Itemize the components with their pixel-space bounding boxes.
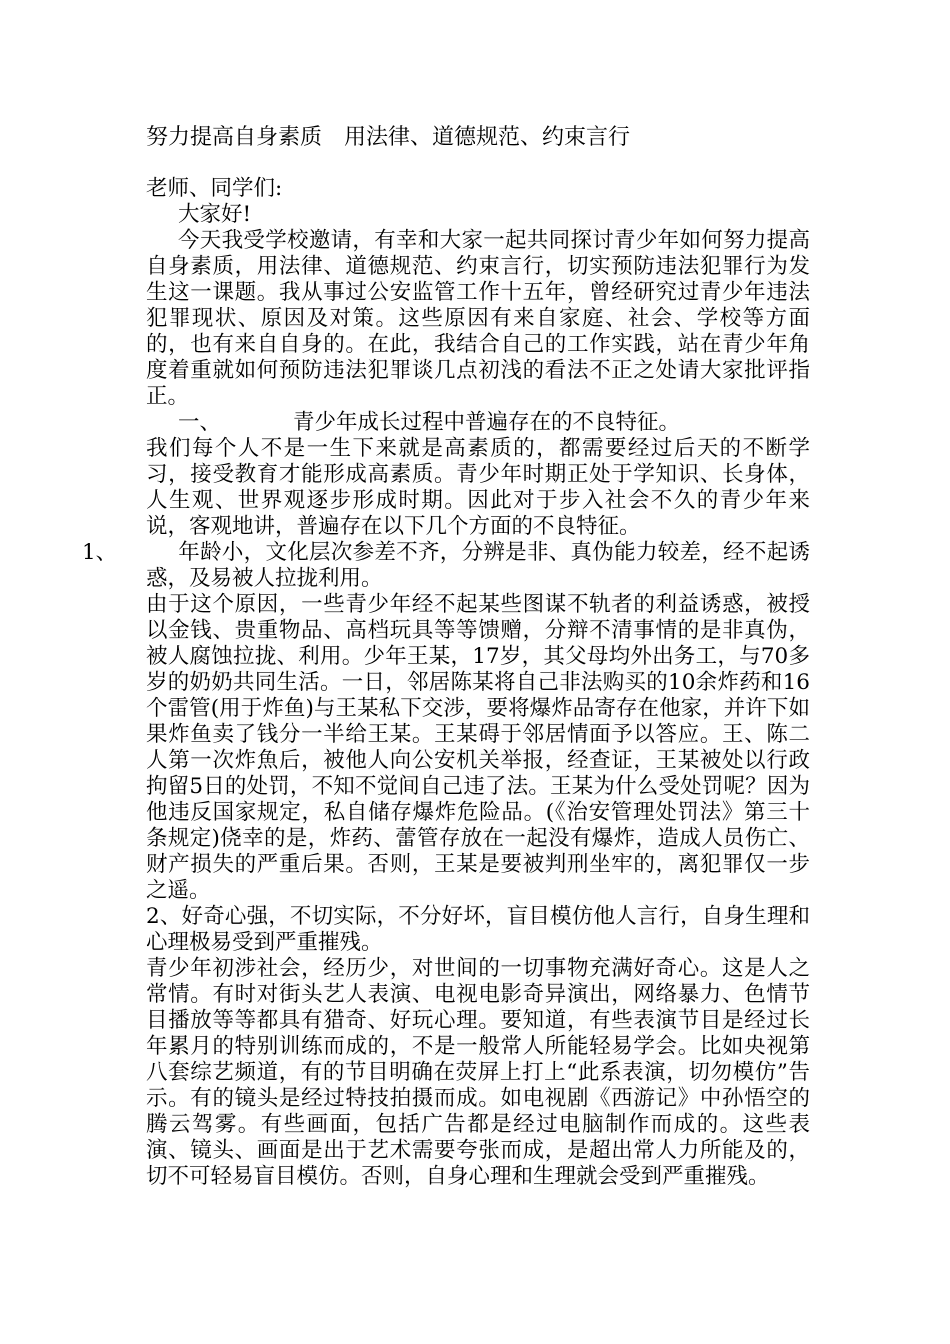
- document-title: 努力提高自身素质 用法律、道德规范、约束言行: [146, 125, 631, 150]
- item-2-paragraph: 青少年初涉社会，经历少，对世间的一切事物充满好奇心。这是人之常情。有时对街头艺人表演、电视电影奇异演出，网络暴力、色情节目播放等等都具有猎奇、好玩心理。要知道，有些表演节目是经过长年累月的特别训练而成的，不是一般常人所能轻易学会。比如央视第八套综艺频道，有的节目明确在荧屏上打上“此系表演，切勿模仿”告示。有的镜头是经过特技拍摄而成。如电视剧《西游记》中孙悟空的腾云驾雾。有些画面，包括广告都是经过电脑制作而成的。这些表演、镜头、画面是出于艺术需要夸张而成，是超出常人力所能及的，切不可轻易盲目模仿。否则，自身心理和生理就会受到严重摧残。: [146, 956, 810, 1189]
- item-1-heading-text: 年龄小，文化层次参差不齐，分辨是非、真伪能力较差，经不起诱惑，及易被人拉拢利用。: [146, 540, 810, 591]
- document-body: [82, 176, 810, 1190]
- item-1-paragraph: 由于这个原因，一些青少年经不起某些图谋不轨者的利益诱惑，被授以金钱、贵重物品、高档玩具等等馈赠，分辩不清事情的是非真伪，被人腐蚀拉拢、利用。少年王某，17岁，其父母均外出务工，与70多岁的奶奶共同生活。一日，邻居陈某将自己非法购买的10余炸药和16个雷管(用于炸鱼)与王某私下交涉，要将爆炸品寄存在他家，并许下如果炸鱼卖了钱分一半给王某。王某碍于邻居情面予以答应。王、陈二人第一次炸魚后，被他人向公安机关举报，经查证，王某被处以行政拘留5日的处罚，不知不觉间自己违了法。王某为什么受处罚呢？因为他违反国家规定，私自储存爆炸危险品。(《治安管理处罚法》第三十条规定)侥幸的是，炸药、蕾管存放在一起没有爆炸，造成人员伤亡、财产损失的严重后果。否则，王某是要被判刑坐牢的，离犯罪仅一步之遥。: [146, 592, 810, 903]
- item-1-heading: [82, 540, 810, 592]
- item-1-number: 1、: [82, 540, 118, 565]
- section-1-heading-text: 青少年成长过程中普遍存在的不良特征。: [293, 410, 681, 435]
- section-1-number: 一、: [178, 410, 222, 435]
- section-1-paragraph: 我们每个人不是一生下来就是高素质的，都需要经过后天的不断学习，接受教育才能形成高素质。青少年时期正处于学知识、长身体，人生观、世界观逐步形成时期。因此对于步入社会不久的青少年来说，客观地讲，普遍存在以下几个方面的不良特征。: [146, 436, 810, 539]
- salutation: 老师、同学们:: [146, 176, 283, 201]
- intro-paragraph: 今天我受学校邀请，有幸和大家一起共同探讨青少年如何努力提高自身素质，用法律、道德规范、约束言行，切实预防违法犯罪行为发生这一课题。我从事过公安监管工作十五年，曾经研究过青少年违法犯罪现状、原因及对策。这些原因有来自家庭、社会、学校等方面的，也有来自自身的。在此，我结合自己的工作实践，站在青少年角度着重就如何预防违法犯罪谈几点初浅的看法不正之处请大家批评指正。: [146, 228, 810, 409]
- item-2-heading: 2、好奇心强，不切实际，不分好坏，盲目模仿他人言行，自身生理和心理极易受到严重摧残。: [146, 904, 810, 955]
- greeting: 大家好!: [178, 202, 252, 227]
- section-1-heading: [146, 410, 810, 436]
